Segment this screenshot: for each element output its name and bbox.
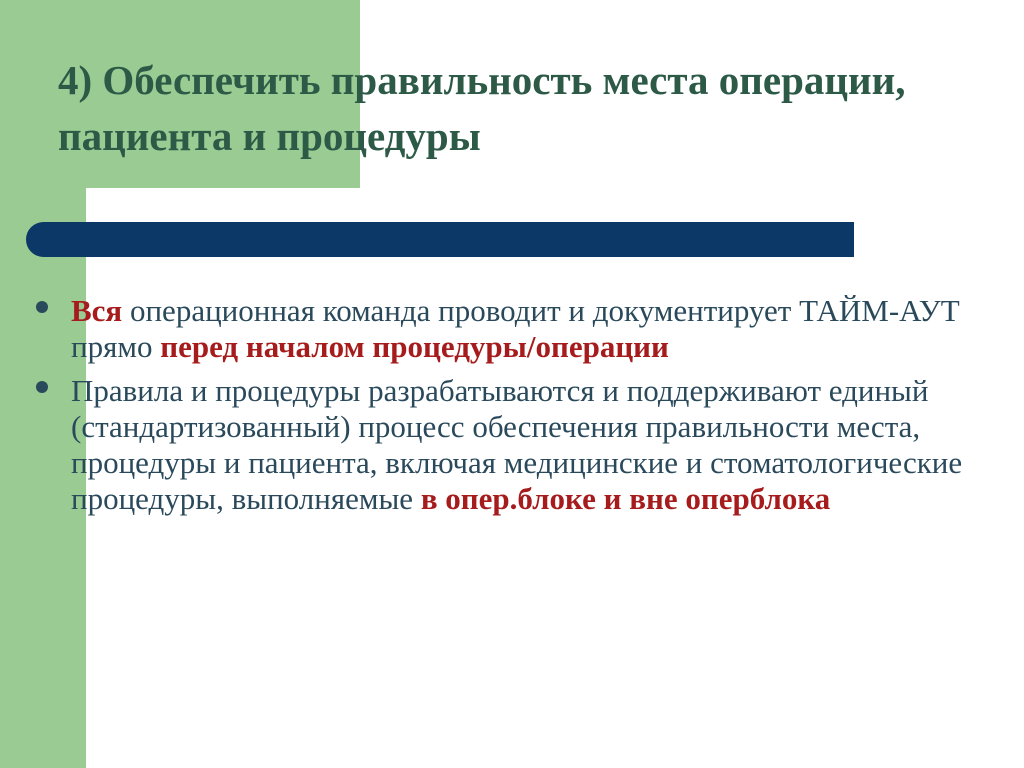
- bullet-1-emphasis-end: перед началом процедуры/операции: [160, 329, 669, 364]
- bullet-item-2: [36, 373, 996, 517]
- bullet-item-1: [36, 293, 996, 365]
- bullet-1-text: операционная команда проводит и документирует ТАЙМ-АУТ прямо: [71, 293, 960, 364]
- bullet-list: [36, 293, 996, 525]
- bullet-1-emphasis-start: Вся: [71, 293, 123, 328]
- bullet-dot-icon: [36, 301, 48, 313]
- title-divider-bar: [26, 222, 854, 257]
- bullet-dot-icon: [36, 381, 48, 393]
- slide-title: 4) Обеспечить правильность места операции, пациента и процедуры: [58, 57, 906, 159]
- bullet-2-text: Правила и процедуры разрабатываются и поддерживают единый (стандартизованный) процесс обеспечения правильности места, процедуры и пациента, включая медицинские и стоматологические процедуры, выполняемые: [71, 373, 963, 516]
- bullet-2-emphasis: в опер.блоке и вне оперблока: [420, 481, 831, 516]
